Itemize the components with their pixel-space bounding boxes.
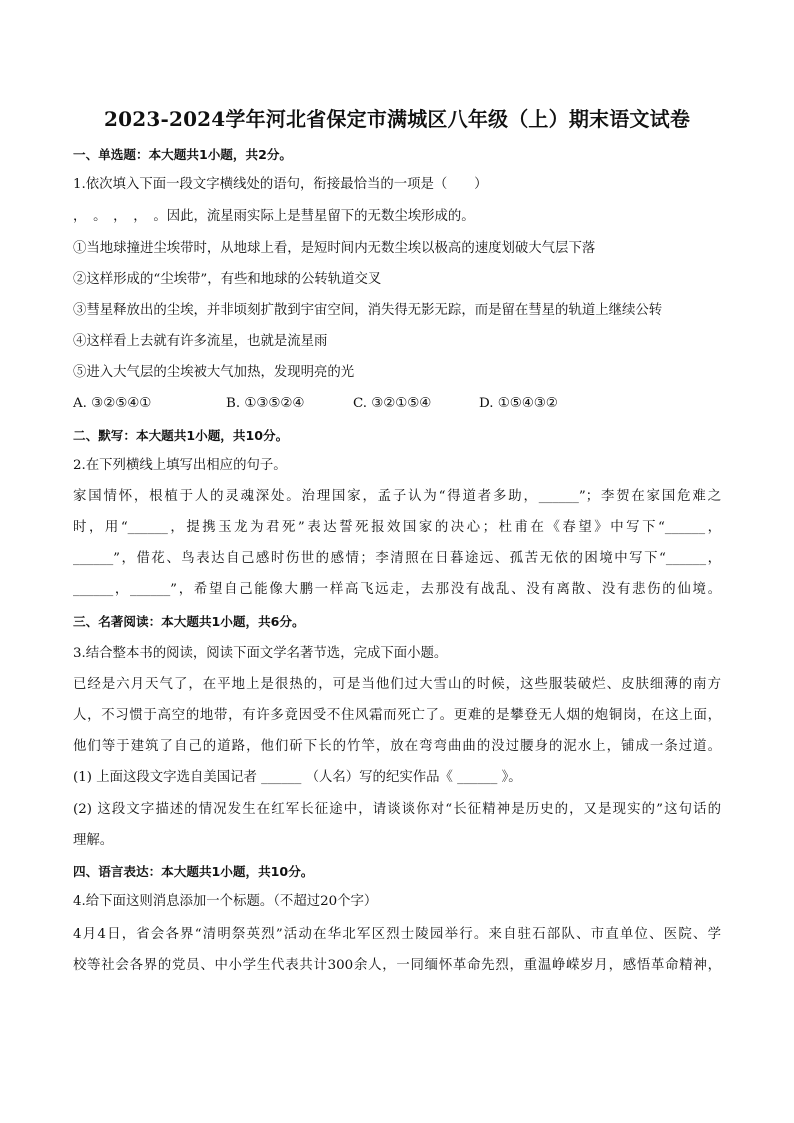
question-1-item: ②这样形成的“尘埃带”，有些和地球的公转轨道交叉 (73, 272, 382, 287)
option-a[interactable]: A. ③②⑤④① (73, 396, 152, 411)
section-heading-3: 三、名著阅读：本大题共1小题，共6分。 (73, 614, 305, 629)
question-1-item: ①当地球撞进尘埃带时，从地球上看，是短时间内无数尘埃以极高的速度划破大气层下落 (73, 241, 596, 256)
page-title: 2023-2024学年河北省保定市满城区八年级（上）期末语文试卷 (103, 107, 691, 131)
question-3-passage-line: 已经是六月天气了，在平地上是很热的，可是当他们过大雪山的时候，这些服装破烂、皮肤细薄的南方 (73, 677, 721, 692)
question-1-item: ⑤进入大气层的尘埃被大气加热，发现明亮的光 (73, 365, 355, 380)
question-1-stem: 1.依次填入下面一段文字横线处的语句，衔接最恰当的一项是（ ） (73, 177, 488, 192)
section-heading-1: 一、单选题：本大题共1小题，共2分。 (73, 147, 293, 162)
question-1-options (73, 395, 558, 413)
question-1-item: ④这样看上去就有许多流星，也就是流星雨 (73, 334, 328, 349)
question-3-subquestion-2: (2) 这段文字描述的情况发生在红军长征途中，请谈谈你对“长征精神是历史的，又是现实的”这句话的 (73, 802, 721, 817)
question-4-stem: 4.给下面这则消息添加一个标题。（不超过20个字） (73, 894, 378, 909)
question-4-passage-line: 4月4日，省会各界“清明祭英烈”活动在华北军区烈士陵园举行。来自驻石部队、市直单位、医院、学 (73, 927, 721, 942)
question-2-text-line: ______”，借花、鸟表达自己感时伤世的感情；李清照在日暮途远、孤苦无依的困境中写下“______， (73, 551, 721, 566)
question-3-passage-line: 人，不习惯于高空的地带，有许多竟因受不住风霜而死亡了。更难的是攀登无人烟的炮铜岗，在这上面， (73, 708, 721, 723)
question-3-stem: 3.结合整本书的阅读，阅读下面文学名著节选，完成下面小题。 (73, 646, 448, 661)
section-heading-4: 四、语言表达：本大题共1小题，共10分。 (73, 864, 314, 879)
question-1-item: ③彗星释放出的尘埃，并非顷刻扩散到宇宙空间，消失得无影无踪，而是留在彗星的轨道上继续公转 (73, 303, 663, 318)
question-3-subquestion-2-cont: 理解。 (73, 833, 114, 848)
question-2-stem: 2.在下列横线上填写出相应的句子。 (73, 458, 287, 473)
question-4-passage-line: 校等社会各界的党员、中小学生代表共计300余人，一同缅怀革命先烈，重温峥嵘岁月，感悟革命精神， (73, 958, 721, 973)
option-c[interactable]: C. ③②①⑤④ (353, 396, 432, 411)
question-3-passage-line: 他们等于建筑了自己的道路，他们斫下长的竹竿，放在弯弯曲曲的没过腰身的泥水上，铺成一条过道。 (73, 739, 721, 754)
option-b[interactable]: B. ①③⑤②④ (226, 396, 305, 411)
question-2-text-line: 家国情怀，根植于人的灵魂深处。治理国家，孟子认为“得道者多助，______”；李贺在家国危难之 (73, 489, 721, 504)
question-3-subquestion-1: (1) 上面这段文字选自美国记者 ______ （人名）写的纪实作品《 ______ 》。 (73, 770, 522, 785)
section-heading-2: 二、默写：本大题共1小题，共10分。 (73, 428, 289, 443)
question-2-text-line: 时，用“______，提携玉龙为君死”表达誓死报效国家的决心；杜甫在《春望》中写下“______， (73, 520, 721, 535)
question-1-lead: ， 。 ， ， 。因此，流星雨实际上是彗星留下的无数尘埃形成的。 (73, 209, 475, 224)
option-d[interactable]: D. ①⑤④③② (479, 396, 558, 411)
question-2-text-line: ______，______”，希望自己能像大鹏一样高飞远走，去那没有战乱、没有离散、没有悲伤的仙境。 (73, 582, 721, 597)
